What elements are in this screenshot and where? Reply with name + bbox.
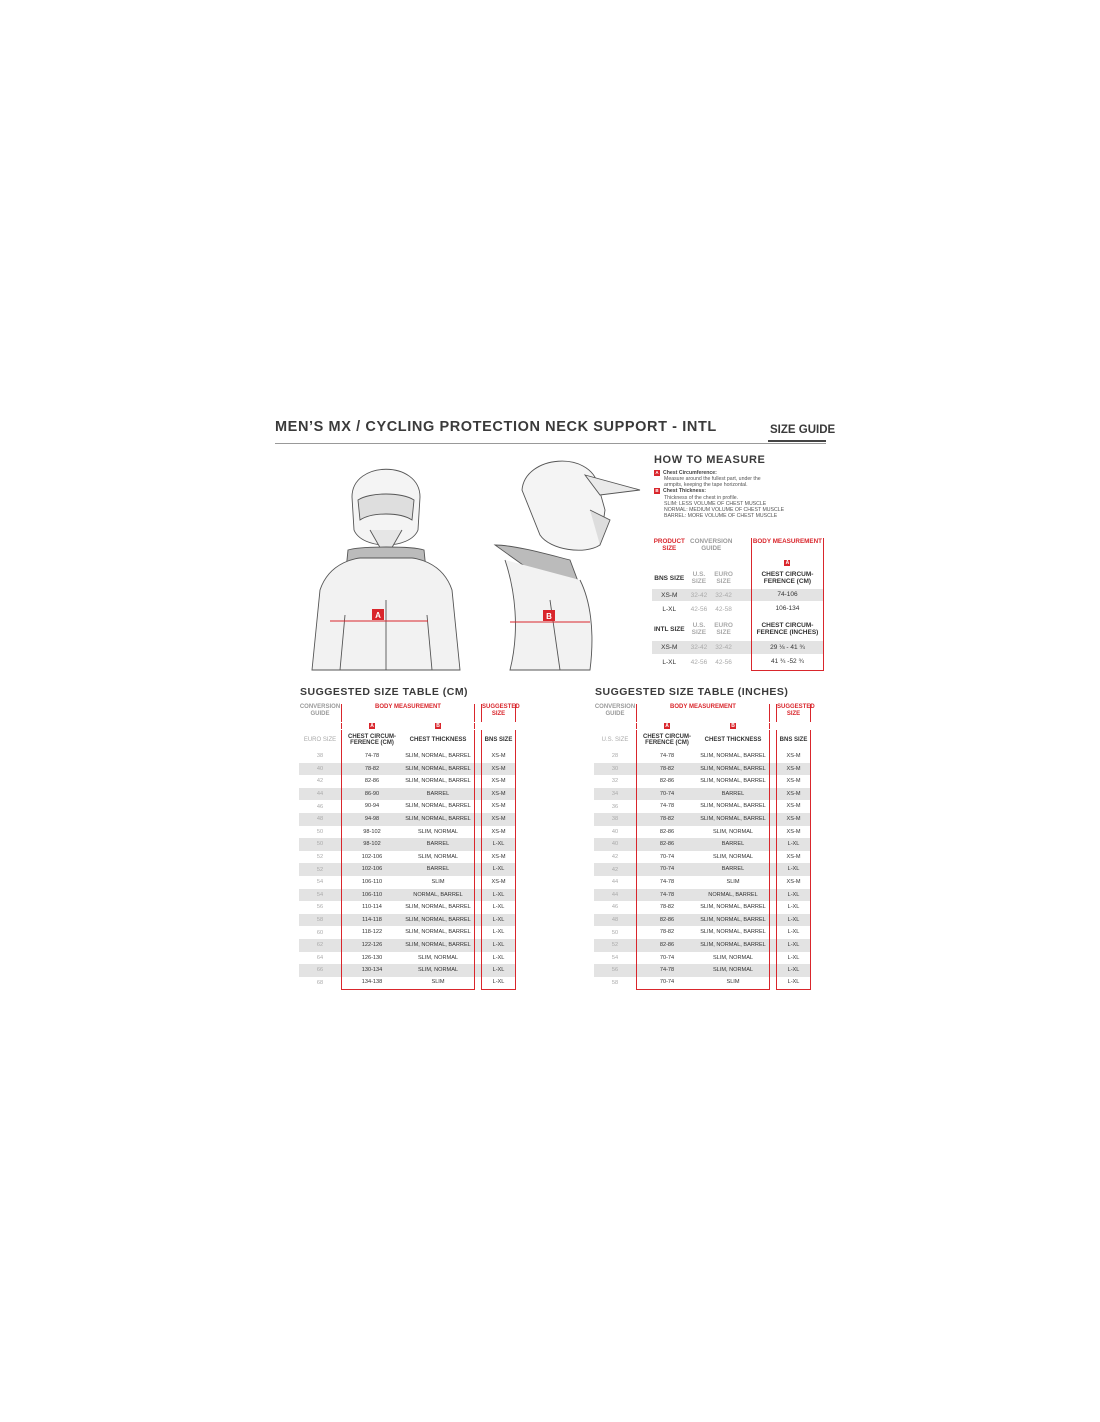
chest-cell: 70-74	[636, 863, 697, 876]
size-key-cell: 58	[611, 979, 619, 986]
chest-cell: 106-134	[751, 601, 824, 617]
chest-cell: 41 ¾ -52 ¾	[751, 654, 824, 671]
front-rider-figure	[312, 469, 460, 670]
bns-size-cell: L-XL	[776, 976, 811, 990]
thickness-cell: SLIM, NORMAL, BARREL	[697, 750, 770, 763]
bns-size-cell: L-XL	[481, 863, 516, 876]
bns-size-cell: XS-M	[776, 750, 811, 763]
table-row	[299, 889, 516, 902]
chest-cell: 70-74	[636, 851, 697, 864]
table-row	[594, 876, 811, 889]
euro-cell: 32-42	[715, 644, 732, 651]
size-key-cell: 50	[611, 929, 619, 936]
chest-cell: 86-90	[341, 788, 402, 801]
intl-size-header: INTL SIZE	[653, 625, 685, 633]
bns-size-cell: XS-M	[481, 800, 516, 813]
chest-cell: 130-134	[341, 964, 402, 977]
marker-b-label: B	[546, 612, 552, 621]
thickness-cell: SLIM	[402, 876, 475, 889]
thickness-cell: SLIM, NORMAL, BARREL	[697, 914, 770, 927]
table-row	[299, 977, 516, 990]
size-key-cell: 48	[611, 917, 619, 924]
key-a-badge: A	[785, 559, 790, 566]
thickness-cell: SLIM, NORMAL	[402, 952, 475, 965]
thickness-cell: SLIM, NORMAL, BARREL	[402, 775, 475, 788]
size-key-cell: 40	[611, 841, 619, 848]
chest-header: CHEST CIRCUM- FERENCE (CM)	[636, 730, 697, 750]
size-key-cell: 42	[611, 854, 619, 861]
chest-cell: 134-138	[341, 976, 402, 990]
us-size-header: U.S. SIZE	[691, 622, 707, 636]
inches-table-title: SUGGESTED SIZE TABLE (INCHES)	[595, 686, 789, 698]
size-cell: XS-M	[661, 644, 678, 651]
thickness-cell: SLIM, NORMAL, BARREL	[697, 926, 770, 939]
bns-size-cell: L-XL	[776, 863, 811, 876]
chest-cell: 74-106	[751, 589, 824, 601]
table-row	[594, 851, 811, 864]
thickness-cell: SLIM, NORMAL, BARREL	[402, 926, 475, 939]
table-row	[299, 813, 516, 826]
thickness-cell: BARREL	[697, 788, 770, 801]
size-key-cell: 42	[611, 866, 619, 873]
size-key-cell: 36	[611, 803, 619, 810]
table-row	[299, 964, 516, 977]
table-row	[594, 939, 811, 952]
chest-in-header: CHEST CIRCUM- FERENCE (INCHES)	[751, 617, 824, 641]
table-row	[299, 851, 516, 864]
thickness-cell: NORMAL, BARREL	[402, 889, 475, 902]
euro-size-header: EURO SIZE	[714, 622, 733, 636]
rider-illustration	[300, 450, 645, 675]
thickness-cell: SLIM, NORMAL, BARREL	[697, 901, 770, 914]
table-row	[299, 838, 516, 851]
table-row	[652, 589, 824, 601]
size-key-cell: 56	[316, 904, 324, 911]
chest-cell: 70-74	[636, 788, 697, 801]
bns-size-cell: XS-M	[776, 763, 811, 776]
measure-legend	[654, 470, 824, 519]
thickness-cell: SLIM, NORMAL, BARREL	[402, 750, 475, 763]
size-key-cell: 60	[316, 929, 324, 936]
chest-cell: 74-78	[341, 750, 402, 763]
how-to-measure-title: HOW TO MEASURE	[654, 454, 766, 466]
thickness-cell: SLIM, NORMAL, BARREL	[402, 763, 475, 776]
bns-size-cell: XS-M	[481, 826, 516, 839]
table-row	[594, 788, 811, 801]
thickness-cell: SLIM, NORMAL	[402, 826, 475, 839]
thickness-cell: SLIM, NORMAL, BARREL	[402, 914, 475, 927]
bns-size-cell: XS-M	[776, 800, 811, 813]
legend-a-line2: armpits, keeping the tape horizontal.	[664, 482, 748, 489]
bns-size-cell: L-XL	[481, 889, 516, 902]
bns-size-cell: L-XL	[776, 964, 811, 977]
size-key-cell: 52	[316, 854, 324, 861]
chest-cm-header: CHEST CIRCUM- FERENCE (CM)	[751, 567, 824, 589]
euro-size-header: EURO SIZE	[714, 571, 733, 585]
thickness-cell: SLIM, NORMAL, BARREL	[697, 775, 770, 788]
us-cell: 32-42	[690, 591, 708, 599]
bns-size-header: BNS SIZE	[776, 730, 811, 750]
bns-size-cell: L-XL	[776, 952, 811, 965]
chest-cell: 106-110	[341, 889, 402, 902]
chest-cell: 98-102	[341, 838, 402, 851]
legend-b-line3: NORMAL: MEDIUM VOLUME OF CHEST MUSCLE	[664, 506, 785, 513]
chest-cell: 29 ⅛ - 41 ¾	[751, 641, 824, 654]
thickness-cell: BARREL	[402, 838, 475, 851]
thickness-cell: SLIM, NORMAL, BARREL	[697, 763, 770, 776]
thickness-cell: BARREL	[402, 863, 475, 876]
bns-size-cell: L-XL	[481, 838, 516, 851]
table-row	[594, 826, 811, 839]
bns-size-cell: L-XL	[481, 976, 516, 990]
conversion-guide-header: CONVERSION GUIDE	[299, 704, 341, 717]
legend-a-line1: Measure around the fullest part, under the	[664, 476, 761, 483]
table-row	[299, 763, 516, 776]
bns-size-cell: XS-M	[776, 788, 811, 801]
key-a-badge: A	[665, 722, 669, 729]
product-size-table	[652, 538, 824, 670]
thickness-cell: SLIM, NORMAL, BARREL	[697, 939, 770, 952]
bns-size-cell: L-XL	[776, 926, 811, 939]
chest-cell: 78-82	[636, 901, 697, 914]
body-measurement-header: BODY MEASUREMENT	[751, 538, 824, 558]
size-key-cell: 66	[316, 967, 324, 974]
size-key-cell: 50	[316, 828, 324, 835]
chest-cell: 78-82	[636, 813, 697, 826]
size-cell: L-XL	[662, 658, 677, 666]
body-measurement-header: BODY MEASUREMENT	[636, 704, 770, 722]
suggested-size-header: SUGGESTED SIZE	[776, 704, 811, 722]
table-row	[299, 800, 516, 813]
table-row	[594, 889, 811, 902]
thickness-cell: SLIM	[402, 976, 475, 990]
size-key-cell: 50	[316, 841, 324, 848]
euro-cell: 42-56	[715, 658, 732, 666]
euro-cell: 42-58	[715, 605, 732, 613]
bns-size-cell: L-XL	[481, 964, 516, 977]
bns-size-cell: XS-M	[776, 813, 811, 826]
chest-cell: 74-78	[636, 750, 697, 763]
thickness-cell: SLIM, NORMAL	[697, 952, 770, 965]
size-key-cell: 58	[316, 917, 324, 924]
bns-size-cell: L-XL	[481, 901, 516, 914]
chest-cell: 78-82	[341, 763, 402, 776]
conversion-guide-header: CONVERSION GUIDE	[690, 538, 733, 552]
size-key-cell: 52	[611, 942, 619, 949]
key-b-badge: B	[436, 722, 440, 729]
thickness-cell: SLIM, NORMAL	[697, 826, 770, 839]
table-row	[299, 788, 516, 801]
size-key-cell: 62	[316, 942, 324, 949]
table-row	[594, 926, 811, 939]
size-key-cell: 54	[316, 879, 324, 886]
us-cell: 42-56	[690, 605, 708, 613]
table-row	[594, 901, 811, 914]
table-row	[299, 939, 516, 952]
chest-cell: 82-86	[636, 775, 697, 788]
bns-size-cell: XS-M	[481, 813, 516, 826]
key-b-badge: B	[731, 722, 735, 729]
table-row	[594, 914, 811, 927]
us-size-header: U.S. SIZE	[691, 571, 707, 585]
thickness-cell: NORMAL, BARREL	[697, 889, 770, 902]
bns-size-cell: L-XL	[776, 939, 811, 952]
table-row	[594, 813, 811, 826]
size-cell: L-XL	[662, 605, 677, 613]
legend-a-title: Chest Circumference:	[663, 470, 717, 477]
chest-cell: 74-78	[636, 876, 697, 889]
table-row	[299, 826, 516, 839]
chest-cell: 90-94	[341, 800, 402, 813]
table-row	[594, 838, 811, 851]
bns-size-header: BNS SIZE	[654, 574, 685, 582]
bns-size-cell: L-XL	[481, 914, 516, 927]
chest-cell: 110-114	[341, 901, 402, 914]
legend-b-line1: Thickness of the chest in profile.	[664, 494, 739, 501]
bns-size-cell: XS-M	[776, 775, 811, 788]
thickness-cell: BARREL	[697, 863, 770, 876]
header-divider	[275, 443, 826, 444]
chest-cell: 82-86	[636, 939, 697, 952]
thickness-cell: SLIM	[697, 876, 770, 889]
chest-header: CHEST CIRCUM- FERENCE (CM)	[341, 730, 402, 750]
table-row	[299, 914, 516, 927]
suggested-size-header: SUGGESTED SIZE	[481, 704, 516, 722]
chest-cell: 102-106	[341, 863, 402, 876]
chest-cell: 82-86	[636, 826, 697, 839]
thickness-header: CHEST THICKNESS	[402, 730, 475, 750]
bns-size-cell: L-XL	[481, 952, 516, 965]
chest-cell: 70-74	[636, 952, 697, 965]
key-a-badge: A	[370, 722, 374, 729]
thickness-cell: SLIM, NORMAL, BARREL	[697, 800, 770, 813]
table-row	[299, 952, 516, 965]
size-key-cell: 46	[611, 904, 619, 911]
thickness-cell: SLIM, NORMAL	[402, 964, 475, 977]
chest-cell: 122-126	[341, 939, 402, 952]
chest-cell: 82-86	[636, 914, 697, 927]
bns-size-cell: XS-M	[481, 851, 516, 864]
table-row	[594, 763, 811, 776]
table-row	[594, 750, 811, 763]
chest-cell: 106-110	[341, 876, 402, 889]
table-row	[299, 775, 516, 788]
bns-size-cell: L-XL	[776, 838, 811, 851]
chest-cell: 118-122	[341, 926, 402, 939]
size-key-cell: 28	[611, 753, 619, 760]
size-key-cell: 54	[316, 891, 324, 898]
chest-cell: 74-78	[636, 964, 697, 977]
key-a-badge: A	[655, 470, 659, 475]
body-measurement-header: BODY MEASUREMENT	[341, 704, 475, 722]
us-cell: 32-42	[690, 644, 708, 651]
chest-cell: 98-102	[341, 826, 402, 839]
bns-size-cell: XS-M	[481, 763, 516, 776]
size-key-cell: 42	[316, 778, 324, 785]
table-row	[299, 863, 516, 876]
size-key-cell: 68	[316, 979, 324, 986]
table-row	[652, 601, 824, 617]
chest-cell: 102-106	[341, 851, 402, 864]
size-key-cell: 34	[611, 791, 619, 798]
bns-size-cell: L-XL	[776, 914, 811, 927]
size-key-cell: 44	[611, 879, 619, 886]
size-key-cell: 40	[316, 765, 324, 772]
euro-size-header: EURO SIZE	[303, 736, 337, 743]
product-size-header: PRODUCT SIZE	[653, 538, 685, 552]
thickness-cell: SLIM	[697, 976, 770, 990]
size-key-cell: 44	[316, 791, 324, 798]
chest-cell: 82-86	[636, 838, 697, 851]
table-row	[594, 775, 811, 788]
marker-a-label: A	[375, 611, 381, 620]
table-row	[594, 977, 811, 990]
side-rider-figure	[495, 461, 640, 670]
bns-size-cell: XS-M	[776, 851, 811, 864]
table-row	[299, 750, 516, 763]
thickness-cell: SLIM, NORMAL, BARREL	[402, 800, 475, 813]
thickness-cell: SLIM, NORMAL, BARREL	[402, 939, 475, 952]
thickness-cell: SLIM, NORMAL, BARREL	[402, 813, 475, 826]
size-key-cell: 44	[611, 891, 619, 898]
legend-b-title: Chest Thickness:	[663, 488, 706, 495]
thickness-cell: SLIM, NORMAL, BARREL	[402, 901, 475, 914]
bns-size-cell: XS-M	[776, 876, 811, 889]
bns-size-header: BNS SIZE	[481, 730, 516, 750]
bns-size-cell: XS-M	[481, 775, 516, 788]
size-key-cell: 38	[316, 753, 324, 760]
bns-size-cell: L-XL	[776, 901, 811, 914]
size-key-cell: 46	[316, 803, 324, 810]
us-size-header: U.S. SIZE	[601, 736, 629, 743]
thickness-header: CHEST THICKNESS	[697, 730, 770, 750]
bns-size-cell: XS-M	[776, 826, 811, 839]
euro-cell: 32-42	[715, 591, 732, 599]
bns-size-cell: XS-M	[481, 750, 516, 763]
bns-size-cell: L-XL	[481, 926, 516, 939]
page-title: MEN’S MX / CYCLING PROTECTION NECK SUPPORT - INTL	[275, 419, 717, 435]
size-key-cell: 32	[611, 778, 619, 785]
thickness-cell: SLIM, NORMAL, BARREL	[697, 813, 770, 826]
thickness-cell: SLIM, NORMAL	[697, 964, 770, 977]
chest-cell: 74-78	[636, 800, 697, 813]
chest-cell: 74-78	[636, 889, 697, 902]
key-b-badge: B	[655, 488, 659, 494]
table-row	[652, 654, 824, 670]
legend-b-line4: BARREL: MORE VOLUME OF CHEST MUSCLE	[664, 512, 778, 519]
chest-cell: 126-130	[341, 952, 402, 965]
legend-b-line2: SLIM: LESS VOLUME OF CHEST MUSCLE	[664, 500, 767, 507]
bns-size-cell: L-XL	[776, 889, 811, 902]
table-row	[299, 876, 516, 889]
chest-cell: 82-86	[341, 775, 402, 788]
chest-cell: 94-98	[341, 813, 402, 826]
badge-underline	[768, 440, 826, 442]
size-key-cell: 64	[316, 954, 324, 961]
thickness-cell: SLIM, NORMAL	[402, 851, 475, 864]
chest-cell: 78-82	[636, 926, 697, 939]
size-key-cell: 52	[316, 866, 324, 873]
chest-cell: 114-118	[341, 914, 402, 927]
inches-size-table	[594, 704, 815, 989]
table-row	[594, 952, 811, 965]
conversion-guide-header: CONVERSION GUIDE	[594, 704, 636, 717]
thickness-cell: BARREL	[697, 838, 770, 851]
bns-size-cell: XS-M	[481, 788, 516, 801]
size-key-cell: 56	[611, 967, 619, 974]
cm-table-title: SUGGESTED SIZE TABLE (CM)	[300, 686, 469, 698]
chest-cell: 70-74	[636, 976, 697, 990]
cm-size-table	[299, 704, 520, 989]
size-key-cell: 40	[611, 828, 619, 835]
bns-size-cell: L-XL	[481, 939, 516, 952]
table-row	[594, 964, 811, 977]
size-key-cell: 48	[316, 816, 324, 823]
table-row	[594, 863, 811, 876]
us-cell: 42-56	[690, 658, 708, 666]
size-cell: XS-M	[661, 591, 678, 599]
table-row	[299, 901, 516, 914]
size-key-cell: 30	[611, 765, 619, 772]
chest-cell: 78-82	[636, 763, 697, 776]
table-row	[594, 800, 811, 813]
bns-size-cell: XS-M	[481, 876, 516, 889]
thickness-cell: SLIM, NORMAL	[697, 851, 770, 864]
size-guide-badge: SIZE GUIDE	[770, 424, 836, 436]
size-key-cell: 54	[611, 954, 619, 961]
thickness-cell: BARREL	[402, 788, 475, 801]
table-row	[299, 926, 516, 939]
table-row	[652, 641, 824, 654]
size-key-cell: 38	[611, 816, 619, 823]
